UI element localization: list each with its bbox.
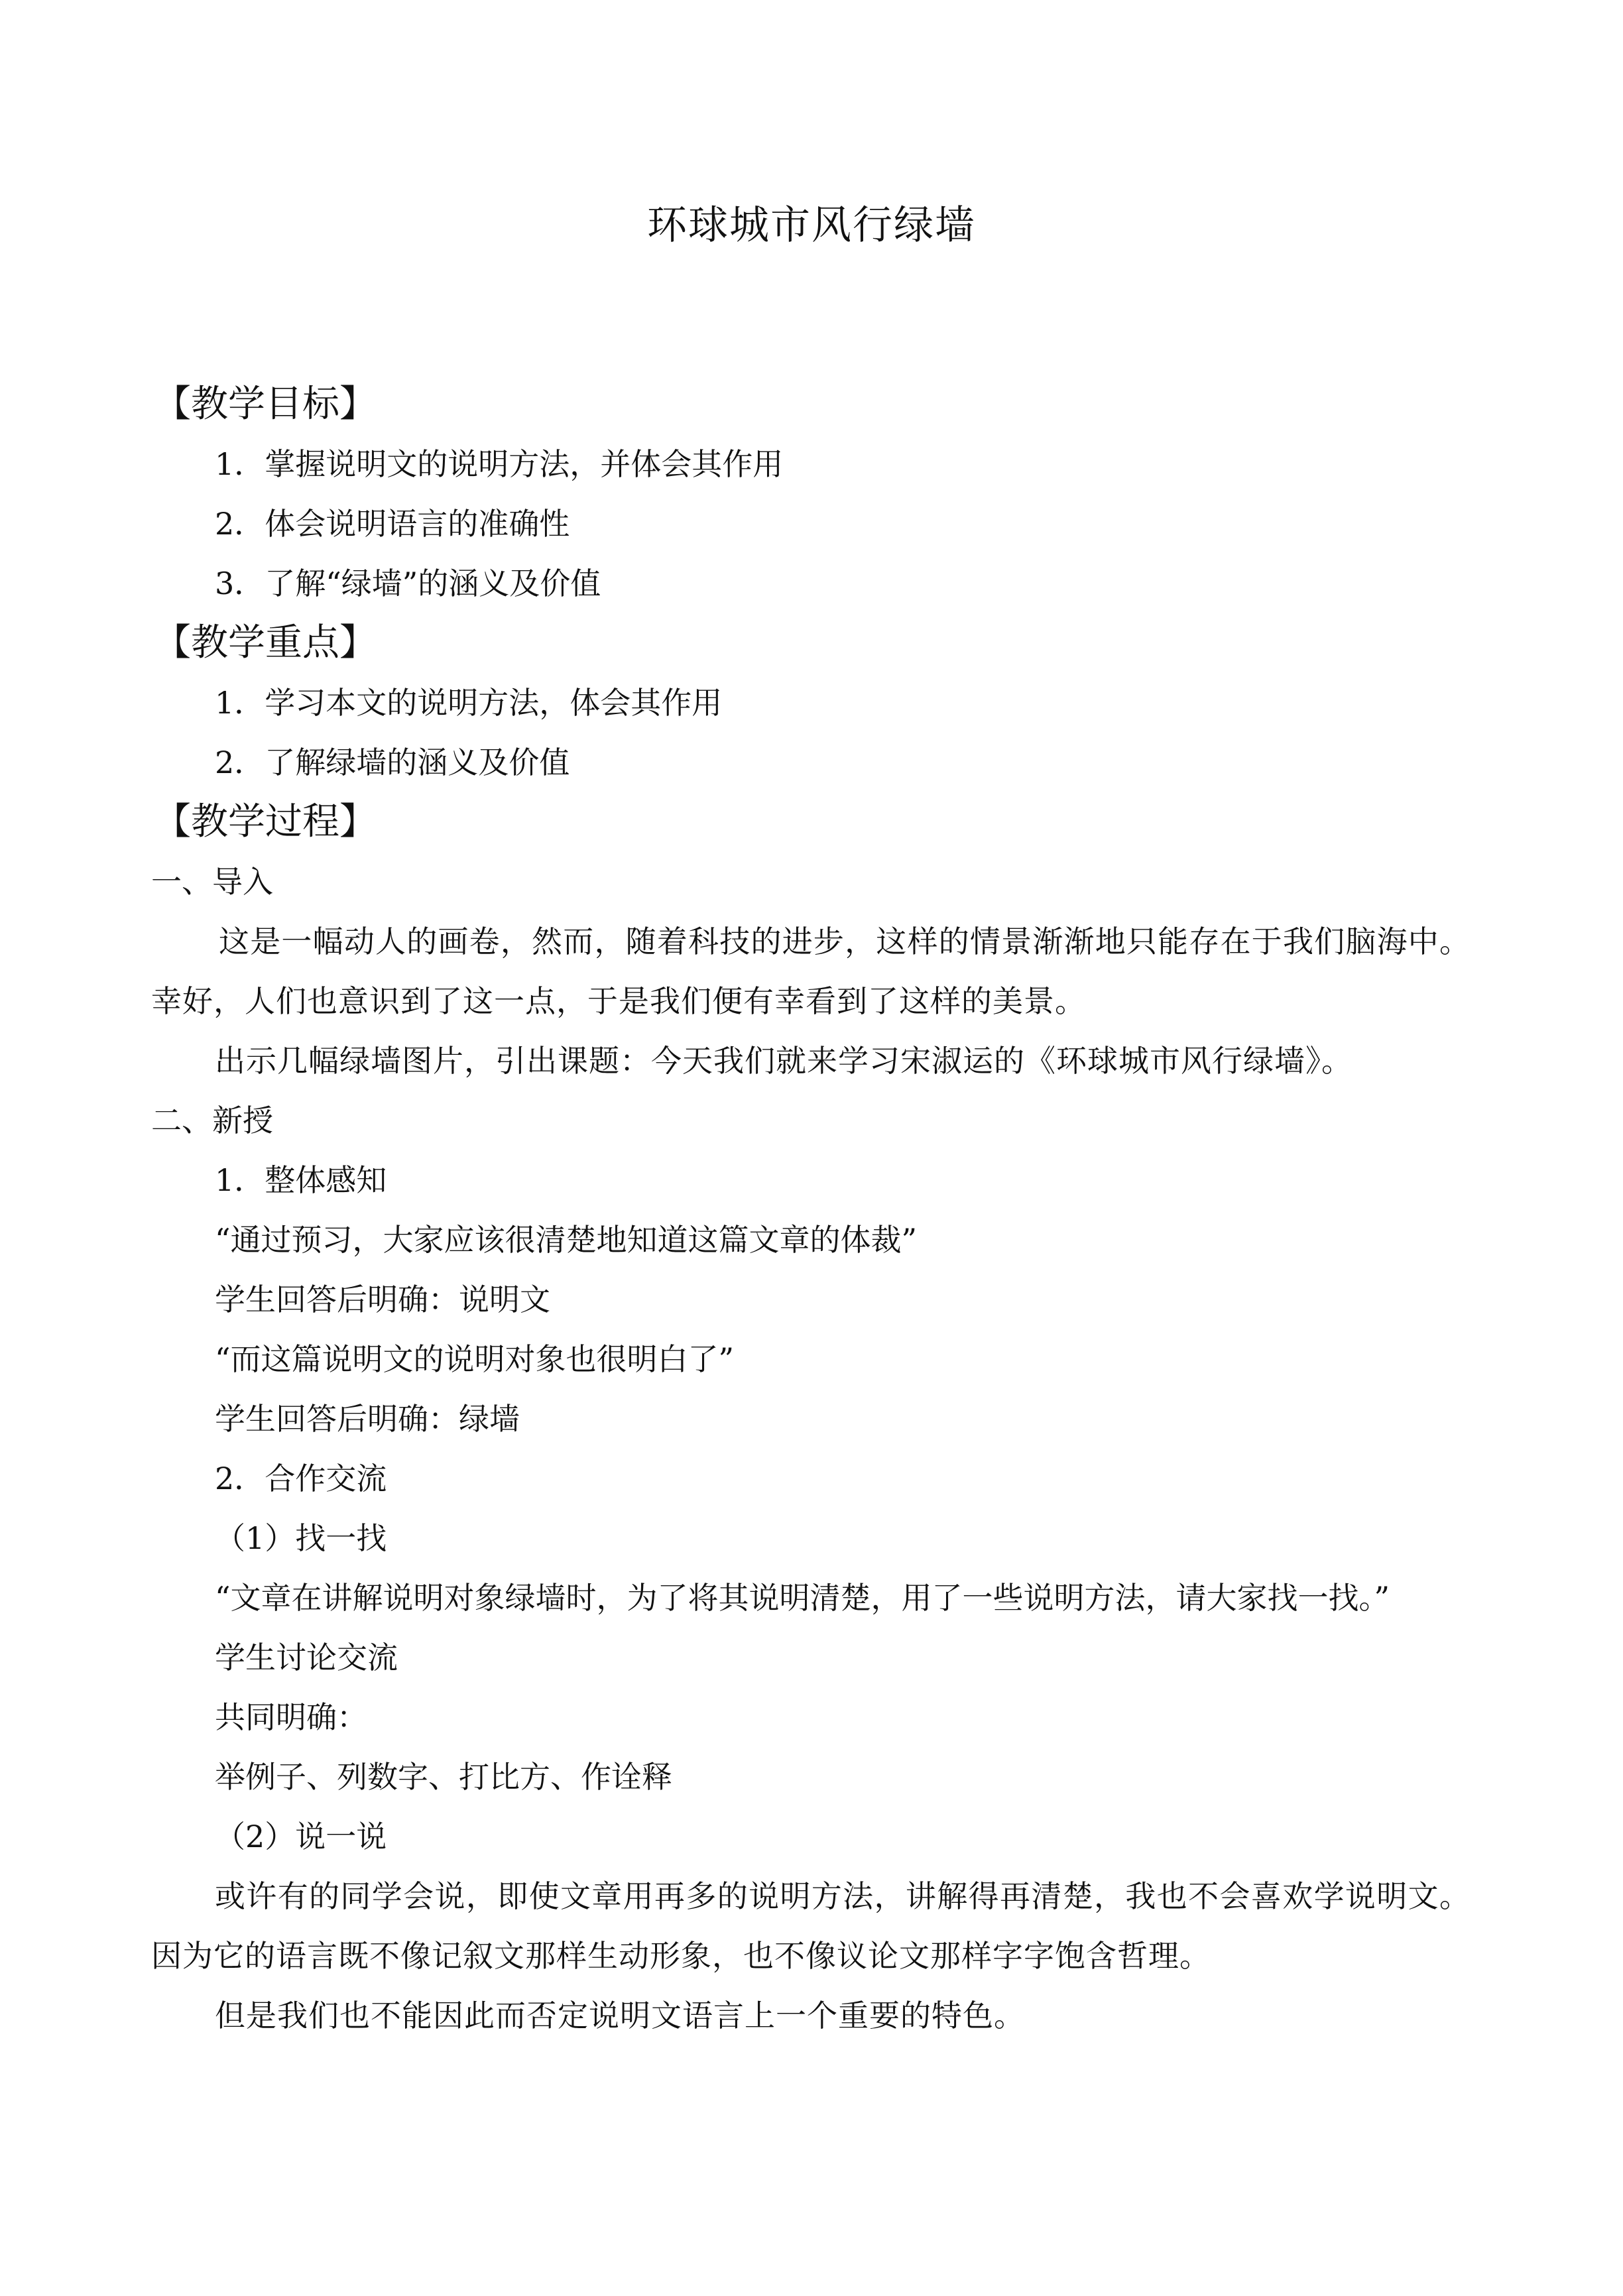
document-body [151,375,1471,2045]
process-heading: 【教学过程】 [154,800,377,843]
lesson-line-6: 2．合作交流 [215,1461,387,1496]
key-point-item-1: 1．学习本文的说明方法，体会其作用 [215,685,723,721]
objective-item-2: 2．体会说明语言的准确性 [215,506,570,542]
lesson-line-3: 学生回答后明确：说明文 [215,1282,550,1317]
key-points-heading: 【教学重点】 [154,621,377,664]
lesson-line-5: 学生回答后明确：绿墙 [215,1401,520,1437]
intro-heading: 一、导入 [151,864,273,900]
intro-paragraph-2: 出示几幅绿墙图片，引出课题：今天我们就来学习宋淑运的《环球城市风行绿墙》。 [215,1043,1352,1079]
lesson-line-2: “通过预习，大家应该很清楚地知道这篇文章的体裁” [215,1222,918,1258]
lesson-paragraph-3: 或许有的同学会说，即使文章用再多的说明方法，讲解得再清楚，我也不会喜欢学说明文。因为它的语言既不像记叙文那样生动形象，也不像议论文那样字字饱含哲理。 [151,1878,1471,1974]
lesson-line-12: （2）说一说 [215,1819,387,1854]
document-title: 环球城市风行绿墙 [647,202,976,249]
lesson-line-8: “文章在讲解说明对象绿墙时，为了将其说明清楚，用了一些说明方法，请大家找一找。” [215,1580,1390,1616]
key-point-item-2: 2．了解绿墙的涵义及价值 [215,745,570,780]
intro-paragraph-1: 这是一幅动人的画卷，然而，随着科技的进步，这样的情景渐渐地只能存在于我们脑海中。幸好，人们也意识到了这一点，于是我们便有幸看到了这样的美景。 [151,924,1471,1019]
lesson-line-7: （1）找一找 [215,1520,387,1556]
new-lesson-heading: 二、新授 [151,1103,273,1138]
lesson-paragraph-4: 但是我们也不能因此而否定说明文语言上一个重要的特色。 [215,1998,1025,2033]
lesson-line-11: 举例子、列数字、打比方、作诠释 [215,1759,672,1795]
lesson-line-1: 1．整体感知 [215,1162,387,1198]
lesson-line-10: 共同明确： [215,1699,367,1735]
lesson-line-9: 学生讨论交流 [215,1640,398,1675]
objective-item-1: 1．掌握说明文的说明方法，并体会其作用 [215,446,784,482]
objective-item-3: 3．了解“绿墙”的涵义及价值 [215,566,601,601]
objectives-heading: 【教学目标】 [154,383,377,426]
lesson-line-4: “而这篇说明文的说明对象也很明白了” [215,1341,735,1377]
